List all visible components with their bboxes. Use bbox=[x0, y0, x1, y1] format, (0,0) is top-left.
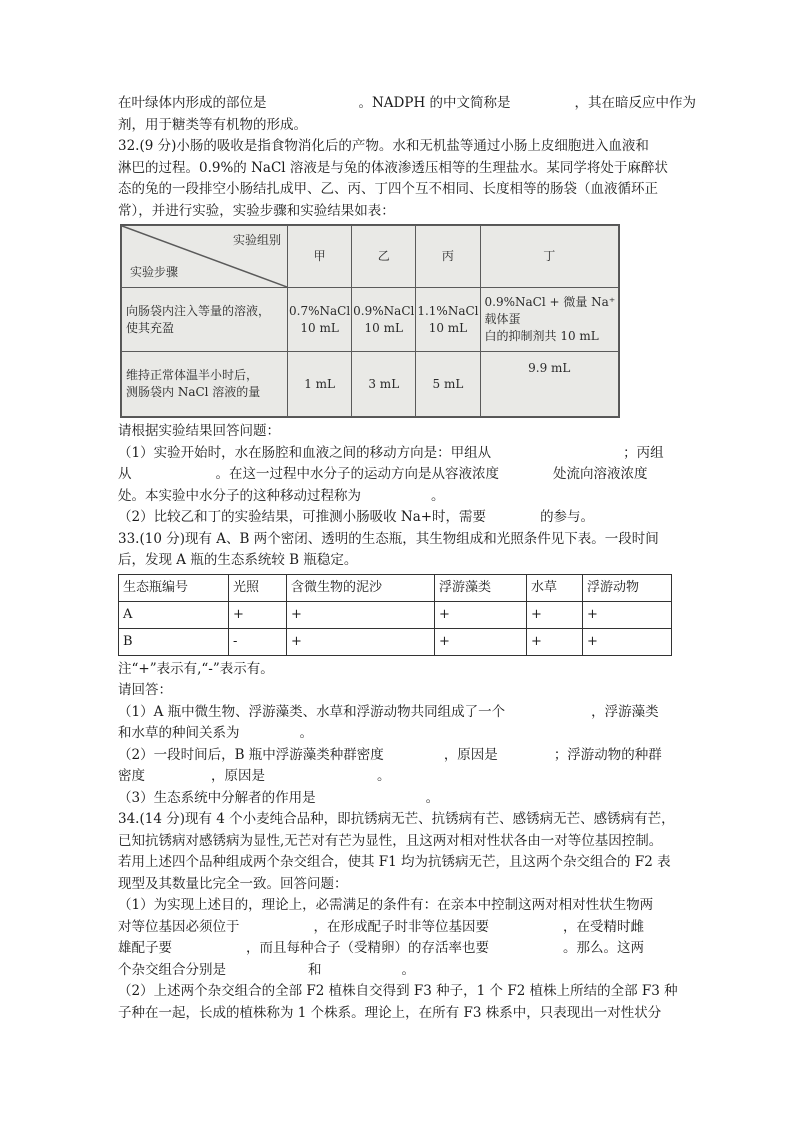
table-cell: 0.9%NaCl + 微量 Na⁺载体蛋 白的抑制剂共 10 mL bbox=[480, 288, 618, 352]
question-33-line: 后，发现 A 瓶的生态系统较 B 瓶稳定。 bbox=[118, 552, 358, 568]
text: 。NADPH 的中文简称是 bbox=[358, 95, 511, 111]
text-line: （1）为实现上述目的，理论上，必需满足的条件有：在亲本中控制这两对相对性状生物两 bbox=[118, 897, 654, 913]
text-line: （1）A 瓶中微生物、浮游藻类、水草和浮游动物共同组成了一个 ，浮游藻类 bbox=[118, 703, 659, 720]
table-cell: 9.9 mL bbox=[480, 352, 618, 417]
text-line: 请回答： bbox=[118, 682, 172, 698]
exam-page bbox=[118, 93, 697, 1024]
table-cell: 1 mL bbox=[288, 352, 352, 417]
header-cell: 光照 bbox=[229, 574, 287, 601]
question-34-line: 现型及其数量比完全一致。回答问题： bbox=[118, 875, 348, 892]
question-32-line: 32.(9 分)小肠的吸收是指食物消化后的产物。水和无机盐等通过小肠上皮细胞进入血液和 bbox=[118, 138, 649, 154]
header-cell: 含微生物的泥沙 bbox=[287, 574, 435, 601]
question-34-line: 若用上述四个品种组成两个杂交组合，使其 F1 均为抗锈病无芒，且这两个杂交组合的 F2 表 bbox=[118, 854, 671, 870]
text-line: （2）比较乙和丁的实验结果，可推测小肠吸收 Na+时，需要 的参与。 bbox=[118, 509, 595, 525]
text: ，其在暗反应中作为 bbox=[574, 95, 697, 111]
group-header: 丙 bbox=[416, 226, 480, 288]
text-line: 和水草的种间关系为 。 bbox=[118, 725, 313, 741]
text-line: （2）上述两个杂交组合的全部 F2 植株自交得到 F3 种子，1 个 F2 植株上所结的全部 F3 种 bbox=[118, 983, 678, 999]
text-line bbox=[118, 93, 697, 115]
text: 在叶绿体内形成的部位是 bbox=[118, 95, 267, 111]
question-32-line: 态的兔的一段排空小肠结扎成甲、乙、丙、丁四个互不相同、长度相等的肠袋（血液循环正 bbox=[118, 181, 658, 197]
text-line: 子种在一起，长成的植株称为 1 个株系。理论上，在所有 F3 株系中，只表现出一对性状分 bbox=[118, 1004, 662, 1021]
ecosystem-table bbox=[118, 574, 672, 656]
question-32-line: 淋巴的过程。0.9%的 NaCl 溶液是与兔的体液渗透压相等的生理盐水。某同学将处于麻醉状 bbox=[118, 159, 668, 176]
text-line: 从 。在这一过程中水分子的运动方向是从容液浓度 处流向溶液浓度 bbox=[118, 466, 648, 482]
experiment-table bbox=[121, 225, 619, 417]
text-line: 对等位基因必须位于 ，在形成配子时非等位基因要 ，在受精时雌 bbox=[118, 918, 644, 935]
text-line: 雄配子要 ，而且每种合子（受精卵）的存活率也要 。那么。这两 bbox=[118, 940, 644, 956]
corner-top-label: 实验组别 bbox=[232, 233, 281, 247]
text-line: （3）生态系统中分解者的作用是 。 bbox=[118, 789, 440, 806]
table-row: B - + + + + bbox=[119, 628, 672, 655]
text-line: 处。本实验中水分子的这种移动过程称为 。 bbox=[118, 487, 445, 504]
table-cell: 3 mL bbox=[352, 352, 416, 417]
text-line: 个杂交组合分别是 和 。 bbox=[118, 961, 415, 978]
text-line: 剂，用于糖类等有机物的形成。 bbox=[118, 116, 307, 133]
text-line: （1）实验开始时，水在肠腔和血液之间的移动方向是：甲组从 ；丙组 bbox=[118, 444, 664, 461]
group-header: 甲 bbox=[288, 226, 352, 288]
group-header: 丁 bbox=[480, 226, 618, 288]
table-row: A + + + + + bbox=[119, 601, 672, 628]
header-cell: 水草 bbox=[527, 574, 583, 601]
table-cell: 0.7%NaCl 10 mL bbox=[288, 288, 352, 352]
text-line: 注“+”表示有,“-”表示有。 bbox=[118, 660, 274, 677]
table-cell: 0.9%NaCl 10 mL bbox=[352, 288, 416, 352]
step-label: 向肠袋内注入等量的溶液， 使其充盈 bbox=[122, 288, 288, 352]
table-header-row bbox=[119, 574, 672, 601]
table-cell: 1.1%NaCl 10 mL bbox=[416, 288, 480, 352]
question-34-line: 已知抗锈病对感锈病为显性,无芒对有芒为显性，且这两对相对性状各由一对等位基因控制。 bbox=[118, 832, 663, 849]
header-cell: 浮游藻类 bbox=[435, 574, 527, 601]
step-label: 维持正常体温半小时后， 测肠袋内 NaCl 溶液的量 bbox=[122, 352, 288, 417]
text-line: 请根据实验结果回答问题： bbox=[118, 423, 280, 439]
group-header: 乙 bbox=[352, 226, 416, 288]
question-33-line: 33.(10 分)现有 A、B 两个密闭、透明的生态瓶，其生物组成和光照条件见下表。一段时间 bbox=[118, 530, 659, 547]
table-cell: 5 mL bbox=[416, 352, 480, 417]
header-cell: 浮游动物 bbox=[583, 574, 672, 601]
header-cell: 生态瓶编号 bbox=[119, 574, 229, 601]
corner-bottom-label: 实验步骤 bbox=[130, 265, 179, 279]
text-line: （2）一段时间后，B 瓶中浮游藻类种群密度 ，原因是 ；浮游动物的种群 bbox=[118, 746, 662, 763]
question-34-line: 34.(14 分)现有 4 个小麦纯合品种，即抗锈病无芒、抗锈病有芒、感锈病无芒、感锈病有芒， bbox=[118, 811, 675, 827]
text-line: 密度 ，原因是 。 bbox=[118, 768, 391, 784]
experiment-table-image bbox=[120, 224, 620, 418]
question-32-line: 常），并进行实验，实验步骤和实验结果如表： bbox=[118, 202, 395, 219]
table-corner-cell bbox=[122, 226, 288, 288]
